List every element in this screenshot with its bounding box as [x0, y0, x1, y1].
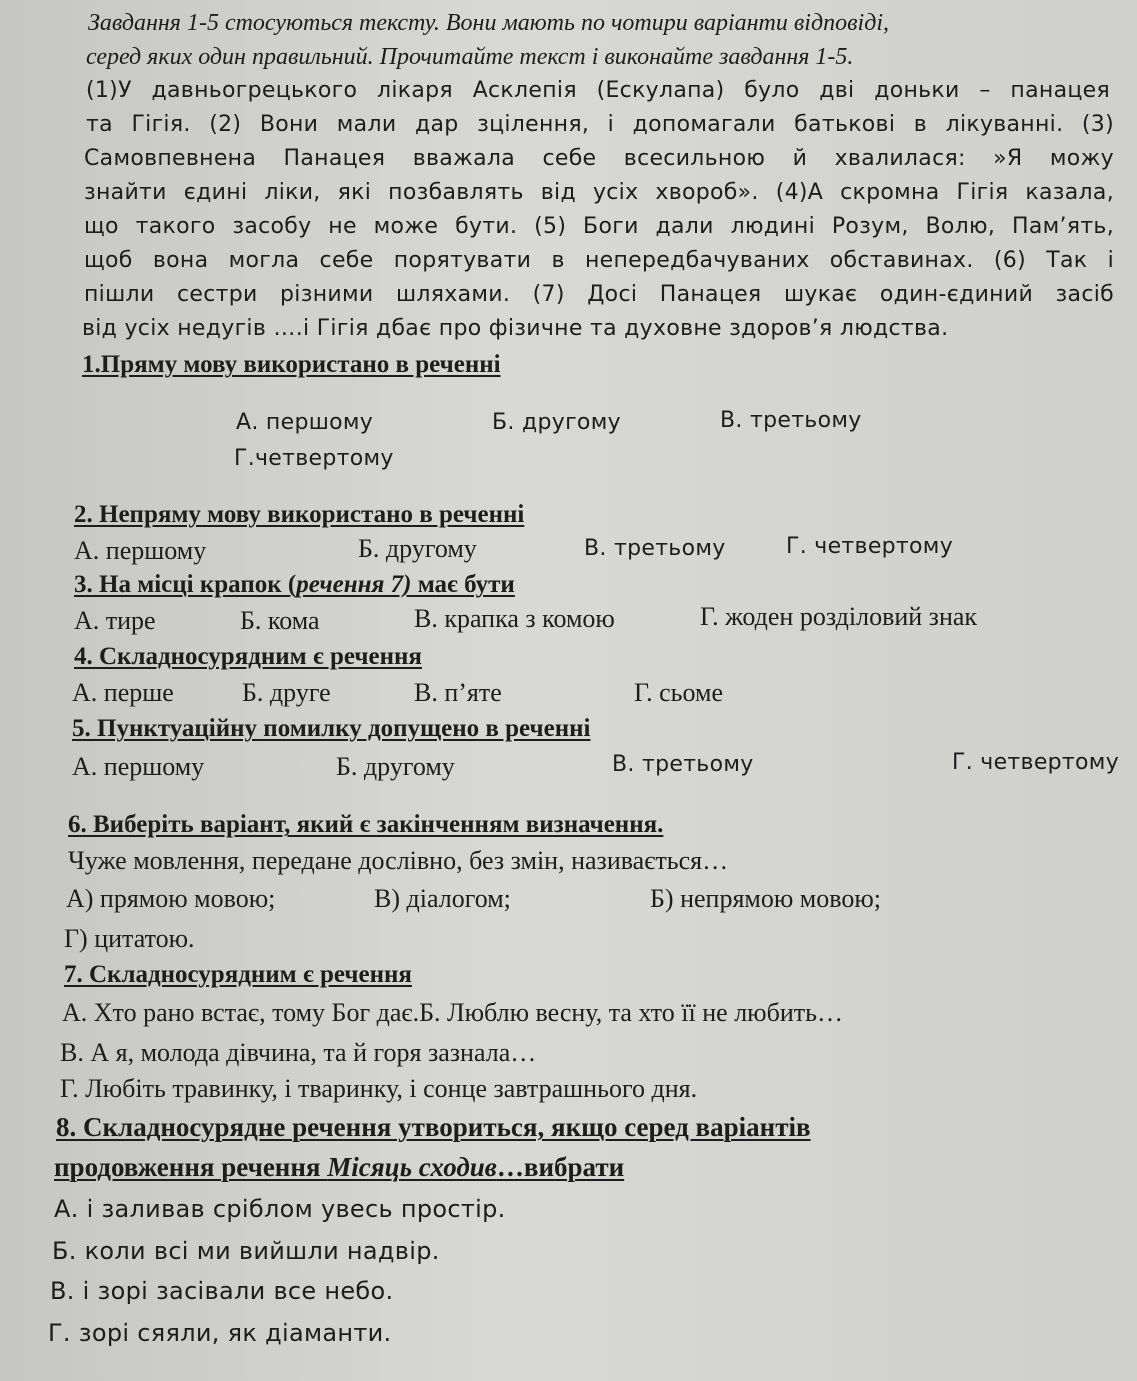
q6-option-d[interactable]: Г) цитатою. [64, 924, 195, 953]
q8-title-post: …вибрати [496, 1152, 625, 1182]
q4-title: 4. Складносурядним є речення [74, 643, 422, 670]
q1-option-a[interactable]: А. першому [236, 410, 374, 435]
passage-line-3: Самовпевнена Панацея вважала себе всесильною й хвалилася: »Я можу [84, 146, 1114, 171]
q4-option-c[interactable]: В. п’яте [414, 678, 502, 707]
intro-line-1: Завдання 1-5 стосуються тексту. Вони мають по чотири варіанти відповіді, [88, 10, 889, 36]
intro-line-2: серед яких один правильний. Прочитайте текст і виконайте завдання 1-5. [86, 44, 854, 70]
q2-option-d[interactable]: Г. четвертому [786, 534, 954, 559]
q4-option-d[interactable]: Г. сьоме [634, 678, 723, 707]
passage-line-2: та Гігія. (2) Вони мали дар зцілення, і допомагали батькові в лікуванні. (3) [86, 112, 1114, 137]
q3-title [74, 570, 515, 600]
q8-option-a[interactable]: А. і заливав сріблом увесь простір. [54, 1195, 506, 1223]
q8-title-line-1: 8. Складносурядне речення утвориться, якщо серед варіантів [56, 1112, 811, 1142]
q6-option-c[interactable]: В) діалогом; [374, 884, 511, 913]
q1-option-b[interactable]: Б. другому [492, 410, 621, 435]
q3-title-post: має бути [411, 571, 515, 598]
passage-line-6: щоб вона могла себе порятувати в непередбачуваних обставинах. (6) Так і [84, 248, 1114, 273]
q4-option-a[interactable]: А. перше [72, 678, 174, 707]
q5-option-d[interactable]: Г. четвертому [952, 750, 1120, 775]
q1-title: 1.Пряму мову використано в реченні [82, 351, 501, 378]
q2-option-c[interactable]: В. третьому [584, 536, 726, 561]
q3-option-b[interactable]: Б. кома [240, 606, 320, 635]
q1-option-c[interactable]: В. третьому [720, 408, 862, 433]
q2-option-a[interactable]: А. першому [74, 536, 207, 565]
q5-option-c[interactable]: В. третьому [612, 752, 754, 777]
q2-title: 2. Непряму мову використано в реченні [74, 501, 525, 528]
q3-title-pre: 3. На місці крапок ( [74, 571, 297, 598]
passage-line-8: від усіх недугів ….і Гігія дбає про фізичне та духовне здоров’я людства. [82, 316, 949, 341]
passage-line-7: пішли сестри різними шляхами. (7) Досі Панацея шукає один-єдиний засіб [84, 282, 1114, 307]
q4-option-b[interactable]: Б. друге [242, 678, 331, 707]
q5-title: 5. Пунктуаційну помилку допущено в реченні [72, 715, 591, 742]
q6-option-b[interactable]: Б) непрямою мовою; [650, 884, 881, 913]
q6-option-a[interactable]: А) прямою мовою; [66, 884, 276, 913]
q1-option-d[interactable]: Г.четвертому [234, 446, 394, 471]
q8-title-line-2 [54, 1152, 624, 1182]
q7-option-ab[interactable]: А. Хто рано встає, тому Бог дає.Б. Люблю весну, та хто її не любить… [62, 998, 843, 1027]
q8-option-b[interactable]: Б. коли всі ми вийшли надвір. [52, 1237, 440, 1265]
q7-option-c[interactable]: В. А я, молода дівчина, та й горя зазнала… [60, 1038, 537, 1067]
q5-option-a[interactable]: А. першому [72, 752, 205, 781]
q3-option-c[interactable]: В. крапка з комою [414, 604, 615, 633]
q8-title-italic: Місяць сходив [327, 1152, 497, 1182]
q8-option-d[interactable]: Г. зорі сяяли, як діаманти. [48, 1319, 392, 1347]
q6-title: 6. Виберіть варіант, який є закінченням визначення. [68, 811, 664, 838]
q7-title: 7. Складносурядним є речення [64, 961, 412, 988]
q5-option-b[interactable]: Б. другому [336, 752, 455, 781]
q8-title-pre: продовження речення [54, 1152, 328, 1182]
q2-option-b[interactable]: Б. другому [358, 534, 477, 563]
passage-line-1: (1)У давньогрецького лікаря Асклепія (Ескулапа) було дві доньки – панацея [86, 78, 1110, 103]
passage-line-4: знайти єдині ліки, які позбавлять від усіх хвороб». (4)А скромна Гігія казала, [84, 180, 1114, 205]
q7-option-d[interactable]: Г. Любіть травинку, і тваринку, і сонце завтрашнього дня. [60, 1074, 698, 1103]
q8-option-c[interactable]: В. і зорі засівали все небо. [50, 1277, 394, 1305]
passage-line-5: що такого засобу не може бути. (5) Боги дали людині Розум, Волю, Пам’ять, [84, 214, 1114, 239]
q6-stem: Чуже мовлення, передане дослівно, без змін, називається… [68, 846, 729, 875]
q3-option-a[interactable]: А. тире [74, 606, 156, 635]
q3-option-d[interactable]: Г. жоден розділовий знак [700, 602, 978, 631]
q3-title-italic: речення 7) [296, 571, 412, 598]
